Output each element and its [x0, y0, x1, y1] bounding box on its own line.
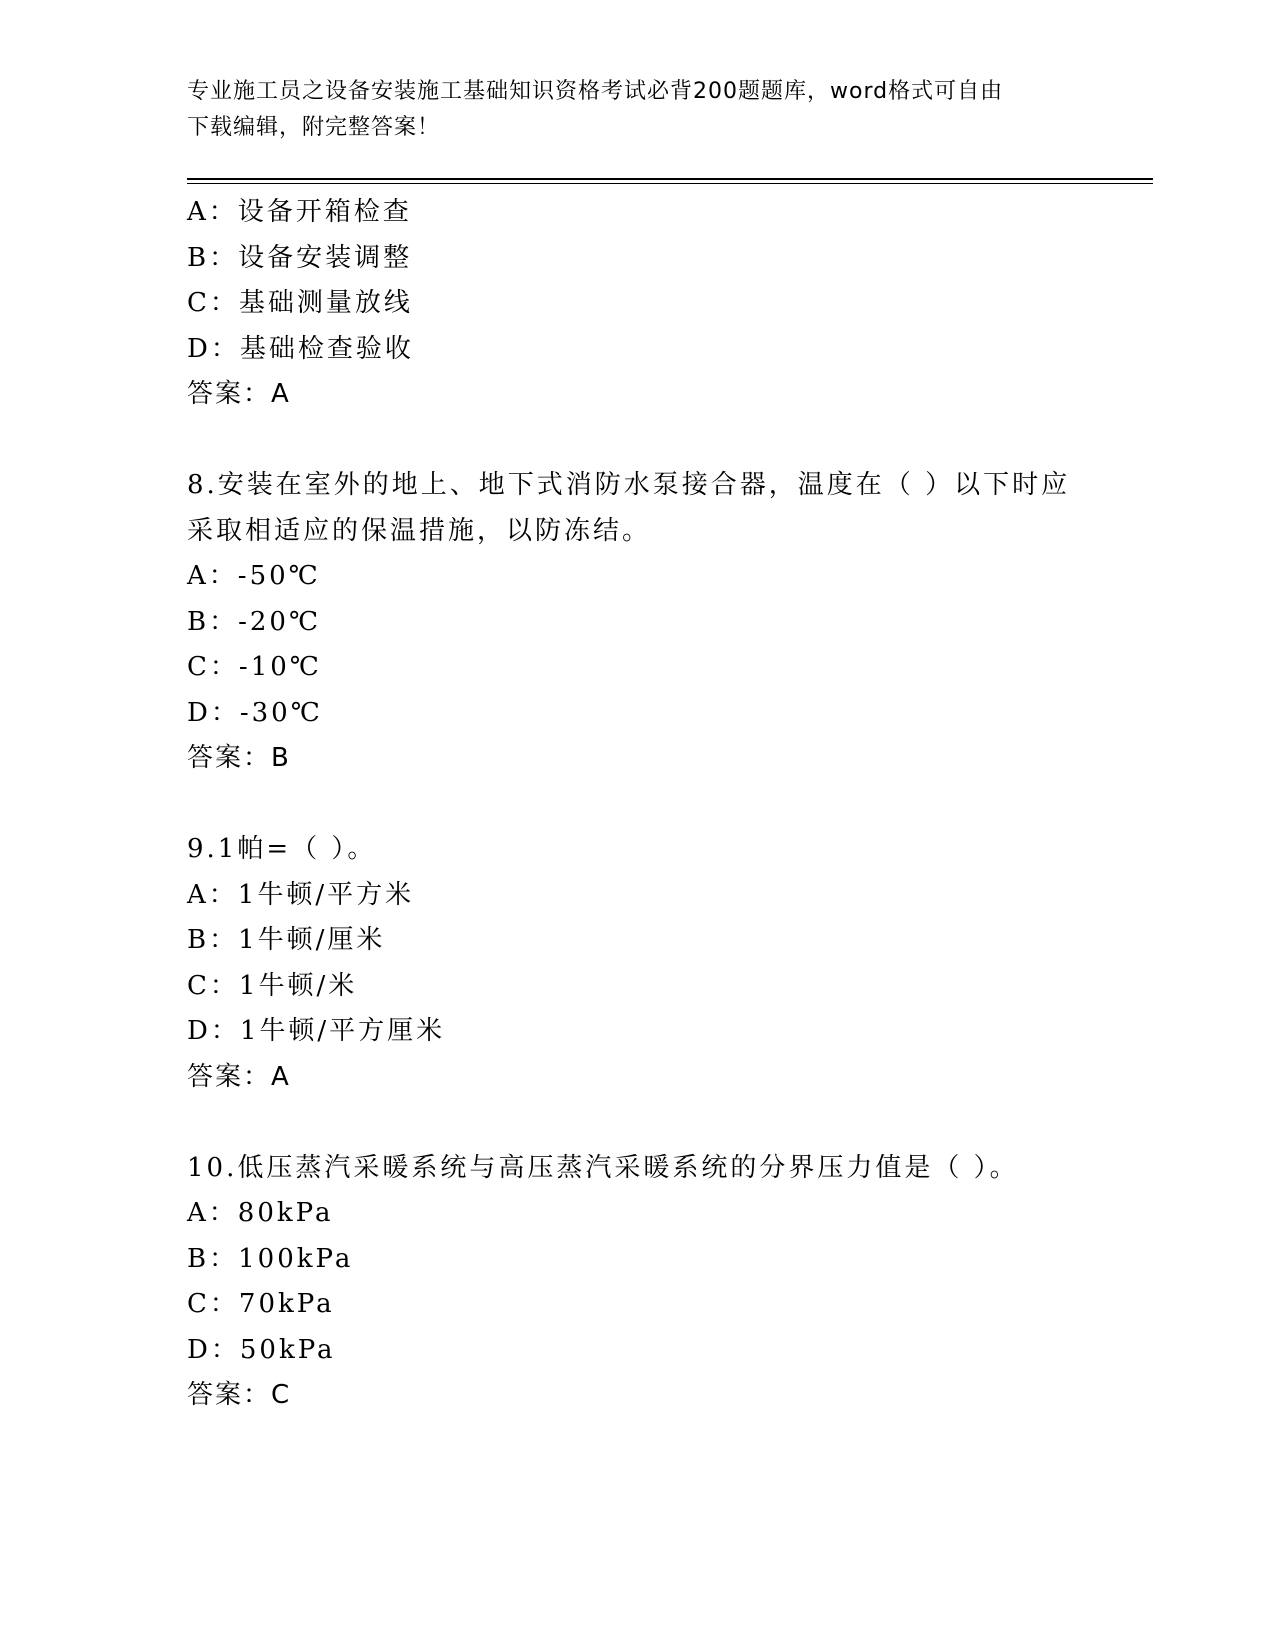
- question-spacer: [187, 782, 1087, 828]
- option-text: -30℃: [239, 697, 323, 728]
- option-row: [187, 964, 1087, 1010]
- answer-line: 答案：A: [187, 1061, 291, 1092]
- option-text: 1牛顿/平方厘米: [239, 1016, 446, 1046]
- header-divider-thick: [187, 178, 1153, 180]
- option-key: D：: [187, 1016, 240, 1046]
- question-list: [187, 190, 1087, 1419]
- option-key: A：: [187, 197, 238, 227]
- option-row: [187, 691, 1087, 737]
- header-title-line-2: 下载编辑，附完整答案！: [187, 115, 441, 140]
- option-row: [187, 645, 1087, 691]
- question-spacer: [187, 418, 1087, 464]
- option-text: 基础检查验收: [239, 333, 414, 364]
- option-key: D：: [187, 1334, 240, 1365]
- answer-line: 答案：C: [187, 1380, 292, 1410]
- header-title-line-1: 专业施工员之设备安装施工基础知识资格考试必背200题题库，word格式可自由: [187, 79, 1004, 104]
- option-row: [187, 281, 1087, 327]
- question-stem-line: 10.低压蒸汽采暖系统与高压蒸汽采暖系统的分界压力值是（ ）。: [187, 1152, 1019, 1183]
- option-key: A：: [187, 561, 238, 591]
- option-key: B：: [187, 1243, 239, 1274]
- question-spacer: [187, 1100, 1087, 1146]
- answer-line: 答案：A: [187, 379, 291, 409]
- question-block: [187, 1146, 1087, 1419]
- question-block: [187, 190, 1087, 418]
- option-row: [187, 873, 1087, 919]
- option-key: A：: [187, 879, 238, 910]
- question-stem-line: 采取相适应的保温措施，以防冻结。: [187, 515, 652, 546]
- option-key: B：: [187, 242, 239, 273]
- answer-line: 答案：B: [187, 743, 291, 773]
- option-key: D：: [187, 697, 240, 728]
- option-row: [187, 600, 1087, 646]
- document-header: [187, 74, 1087, 146]
- question-stem-line: 9.1帕=（ ）。: [187, 834, 377, 864]
- option-text: 1牛顿/米: [238, 970, 358, 1001]
- option-text: 1牛顿/平方米: [237, 879, 415, 910]
- option-text: -50℃: [237, 561, 321, 591]
- option-row: [187, 918, 1087, 964]
- option-text: 80kPa: [237, 1198, 334, 1228]
- option-row: [187, 1237, 1087, 1283]
- question-block: [187, 463, 1087, 782]
- option-row: [187, 554, 1087, 600]
- option-text: 1牛顿/厘米: [238, 925, 386, 955]
- option-text: 设备安装调整: [238, 242, 413, 273]
- option-row: [187, 1282, 1087, 1328]
- option-row: [187, 327, 1087, 373]
- option-text: -20℃: [238, 606, 322, 637]
- option-text: 100kPa: [238, 1243, 354, 1274]
- option-text: 设备开箱检查: [237, 197, 412, 227]
- header-divider-thin: [187, 183, 1153, 184]
- question-stem-line: 8.安装在室外的地上、地下式消防水泵接合器，温度在（ ）以下时应: [187, 470, 1071, 500]
- option-text: 70kPa: [238, 1289, 335, 1319]
- option-key: D：: [187, 333, 240, 364]
- option-key: C：: [187, 970, 239, 1001]
- option-row: [187, 1009, 1087, 1055]
- option-text: 50kPa: [239, 1334, 336, 1365]
- option-key: C：: [187, 652, 239, 682]
- option-text: -10℃: [238, 652, 322, 682]
- option-key: A：: [187, 1198, 238, 1228]
- option-key: C：: [187, 1289, 239, 1319]
- option-row: [187, 1191, 1087, 1237]
- option-text: 基础测量放线: [238, 288, 413, 318]
- option-row: [187, 190, 1087, 236]
- option-key: C：: [187, 288, 239, 318]
- option-row: [187, 1328, 1087, 1374]
- option-key: B：: [187, 925, 239, 955]
- option-key: B：: [187, 606, 239, 637]
- question-block: [187, 827, 1087, 1100]
- option-row: [187, 236, 1087, 282]
